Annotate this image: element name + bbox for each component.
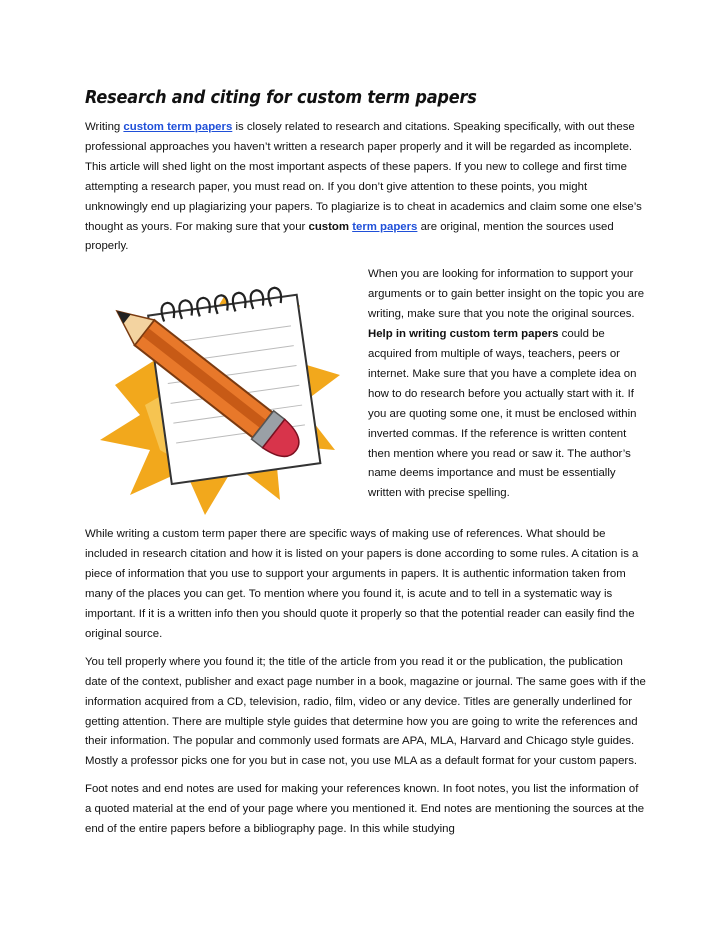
intro-bold-custom: custom	[308, 220, 350, 233]
sidebar-text	[368, 265, 648, 504]
custom-term-papers-link[interactable]: custom term papers	[123, 121, 233, 133]
intro-paragraph	[85, 118, 647, 257]
side-text-2: could be acquired from multiple of ways, teachers, peers or internet. Make sure that you have a complete idea on how to do research before you actually start with it. If you are quoting some one, it must be enclosed within inverted commas. If the reference is written content then mention where you read or saw it. The author’s name deems importance and must be essentially written with precise spelling.	[368, 328, 637, 500]
intro-text-1: is closely related to research and citations. Speaking specifically, with out these professional approaches you haven’t written a research paper properly and it will be regarded as incomplete. This article will shed light on the most important aspects of these papers. If you new to college and first time attempting a research paper, you must read on. If you don’t give attention to these points, you might unknowingly end up plagiarizing your papers. To plagiarize is to cheat in academics and claim some one else’s thought as yours. For making sure that your	[85, 121, 642, 233]
term-papers-link[interactable]: term papers	[352, 220, 418, 233]
side-paragraph	[368, 265, 648, 504]
side-bold: Help in writing custom term papers	[368, 328, 559, 341]
paragraph-footnotes: Foot notes and end notes are used for making your references known. In foot notes, you list the information of a quoted material at the end of your page where you mentioned it. End notes are mentioning the sources at the end of the entire papers before a bibliography page. In this while studying	[85, 783, 645, 836]
figure-row	[85, 265, 647, 523]
paragraph-references: While writing a custom term paper there are specific ways of making use of references. What should be included in research citation and how it is listed on your papers is done according to some rules. A citation is a piece of information that you use to support your arguments in papers. It is authentic information taken from many of the places you can get. To mention where you found it, is acute and to tell in a systematic way is important. If it is a written info then you should quote it properly so that the potential reader can easily find the original source.	[85, 528, 639, 640]
paragraph-citation-details: You tell properly where you found it; the title of the article from you read it or the publication, the publication date of the context, publisher and exact page number in a book, magazine or journal. The same goes with if the information acquired from a CD, television, radio, film, video or any device. Titles are generally underlined for getting attention. There are multiple style guides that determine how you are going to write the references and their information. The popular and commonly used formats are APA, MLA, Harvard and Chicago style guides. Mostly a professor picks one for you but in case not, you use MLA as a default format for your custom papers.	[85, 655, 646, 768]
page-title: Research and citing for custom term papers	[85, 88, 477, 108]
intro-text-2: are original, mention the sources used properly.	[85, 220, 614, 253]
intro-lead: Writing	[85, 121, 124, 133]
notepad-pencil-illustration	[85, 265, 355, 520]
side-text-1: When you are looking for information to support your arguments or to gain better insight on the topic you are writing, make sure that you note the original sources.	[368, 268, 645, 321]
document-page	[85, 88, 647, 848]
